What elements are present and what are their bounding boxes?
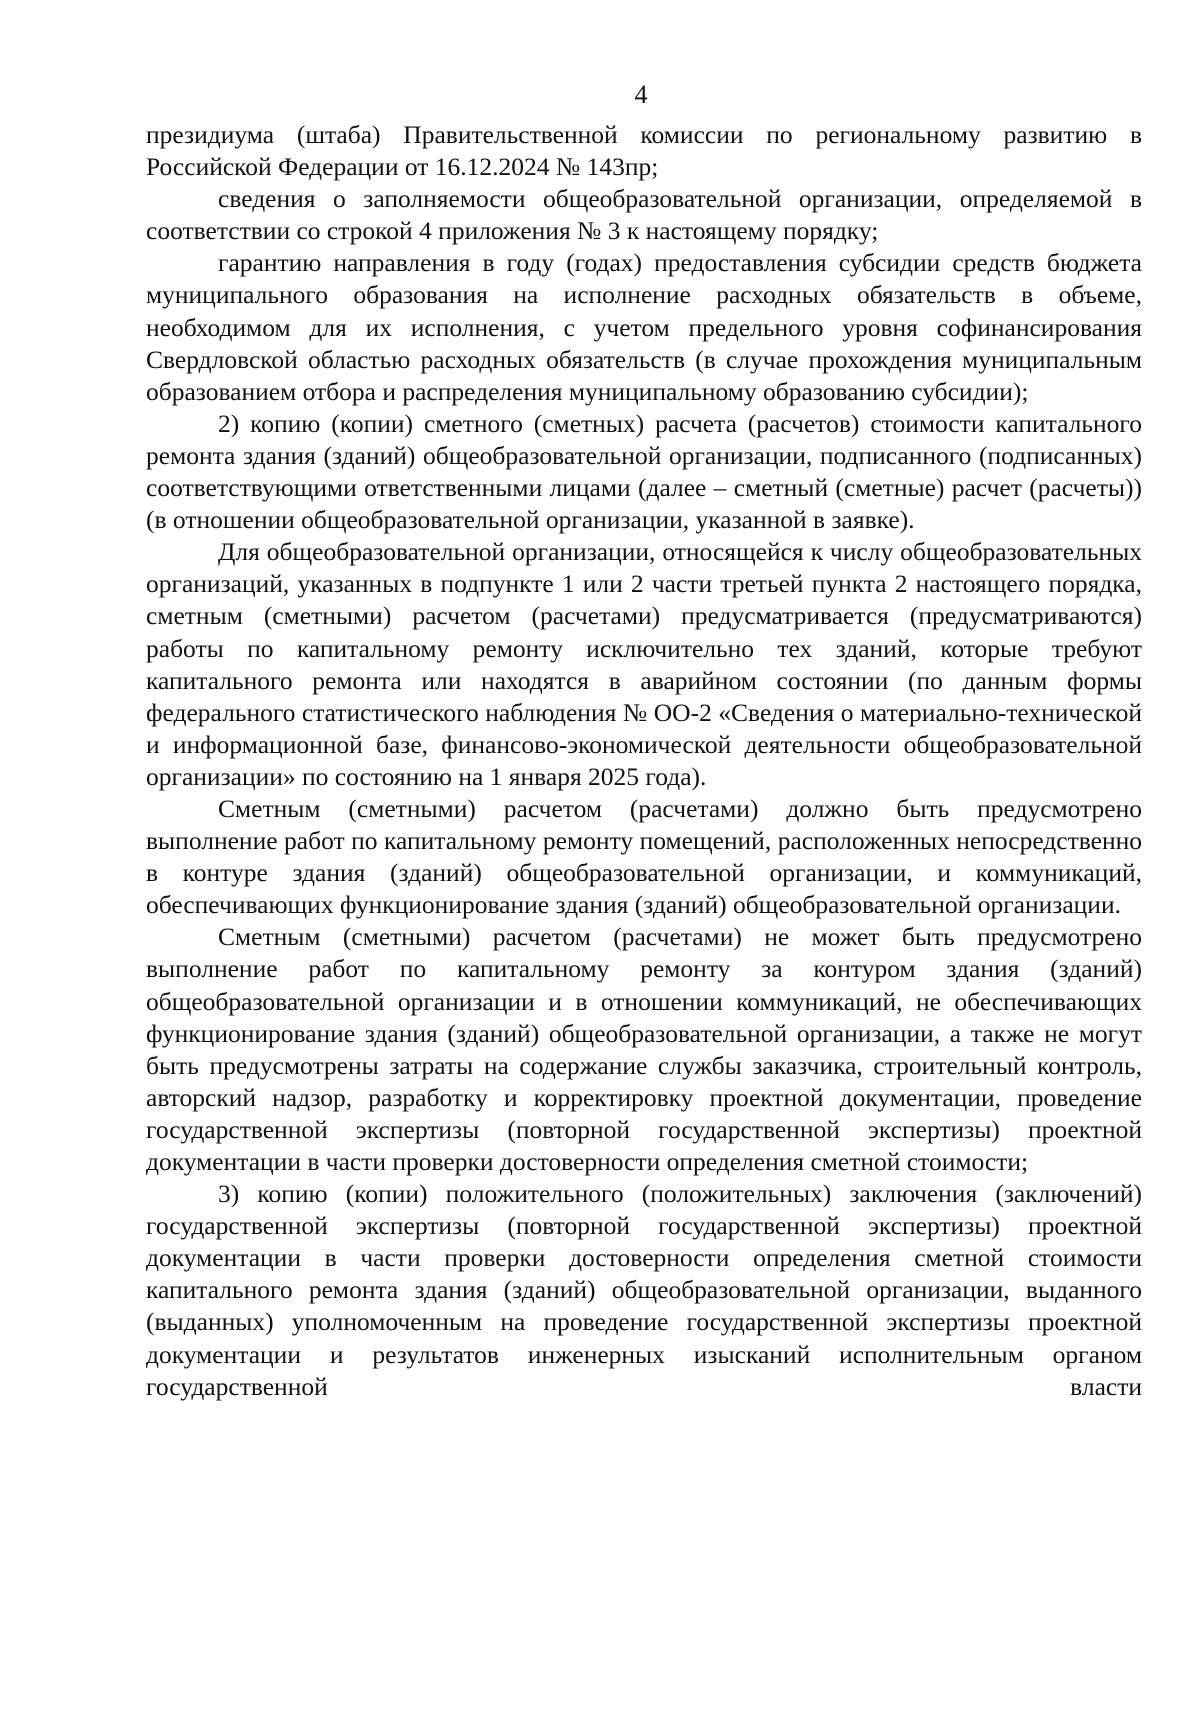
page-number: 4	[634, 80, 648, 109]
paragraph-estimate-scope-buildings: Для общеобразовательной организации, относящейся к числу общеобразовательных организаций, указанных в подпункте 1 или 2 части третьей пункта 2 настоящего порядка, сметным (сметными) расчетом (расчетами) предусматривается (предусматриваются) работы по капитальному ремонту исключительно тех зданий, которые требуют капитального ремонта или находятся в аварийном состоянии (по данным формы федерального статистического наблюдения № ОО-2 «Сведения о материально-технической и информационной базе, финансово-экономической деятельности общеобразовательной организации» по состоянию на 1 января 2025 года).	[146, 537, 1142, 791]
paragraph-item-3-expertise-copy: 3) копию (копии) положительного (положительных) заключения (заключений) государственной экспертизы (повторной государственной экспертизы) проектной документации в части проверки достоверности определения сметной стоимости капитального ремонта здания (зданий) общеобразовательной организации, выданного (выданных) уполномоченным на проведение государственной экспертизы проектной документации и результатов инженерных изысканий исполнительным органом государственной власти	[146, 1179, 1142, 1401]
paragraph-funding-guarantee: гарантию направления в году (годах) предоставления субсидии средств бюджета муниципального образования на исполнение расходных обязательств в объеме, необходимом для их исполнения, с учетом предельного уровня софинансирования Свердловской областью расходных обязательств (в случае прохождения муниципальным образованием отбора и распределения муниципальному образованию субсидии);	[146, 248, 1142, 406]
paragraph-continuation-presidium: президиума (штаба) Правительственной комиссии по региональному развитию в Российской Федерации от 16.12.2024 № 143пр;	[146, 120, 1142, 182]
paragraph-occupancy-info: сведения о заполняемости общеобразовательной организации, определяемой в соответствии со строкой 4 приложения № 3 к настоящему порядку;	[146, 184, 1142, 246]
paragraph-estimate-required-works: Сметным (сметными) расчетом (расчетами) должно быть предусмотрено выполнение работ по капитальному ремонту помещений, расположенных непосредственно в контуре здания (зданий) общеобразовательной организации, и коммуникаций, обеспечивающих функционирование здания (зданий) общеобразовательной организации.	[146, 793, 1142, 920]
paragraph-item-2-estimate-copy: 2) копию (копии) сметного (сметных) расчета (расчетов) стоимости капитального ремонта здания (зданий) общеобразовательной организации, подписанного (подписанных) соответствующими ответственными лицами (далее – сметный (сметные) расчет (расчеты)) (в отношении общеобразовательной организации, указанной в заявке).	[146, 408, 1142, 535]
paragraph-estimate-excluded-works: Сметным (сметными) расчетом (расчетами) не может быть предусмотрено выполнение работ по капитальному ремонту за контуром здания (зданий) общеобразовательной организации и в отношении коммуникаций, не обеспечивающих функционирование здания (зданий) общеобразовательной организации, а также не могут быть предусмотрены затраты на содержание службы заказчика, строительный контроль, авторский надзор, разработку и корректировку проектной документации, проведение государственной экспертизы (повторной государственной экспертизы) проектной документации в части проверки достоверности определения сметной стоимости;	[146, 922, 1142, 1176]
document-body	[146, 119, 1142, 1403]
